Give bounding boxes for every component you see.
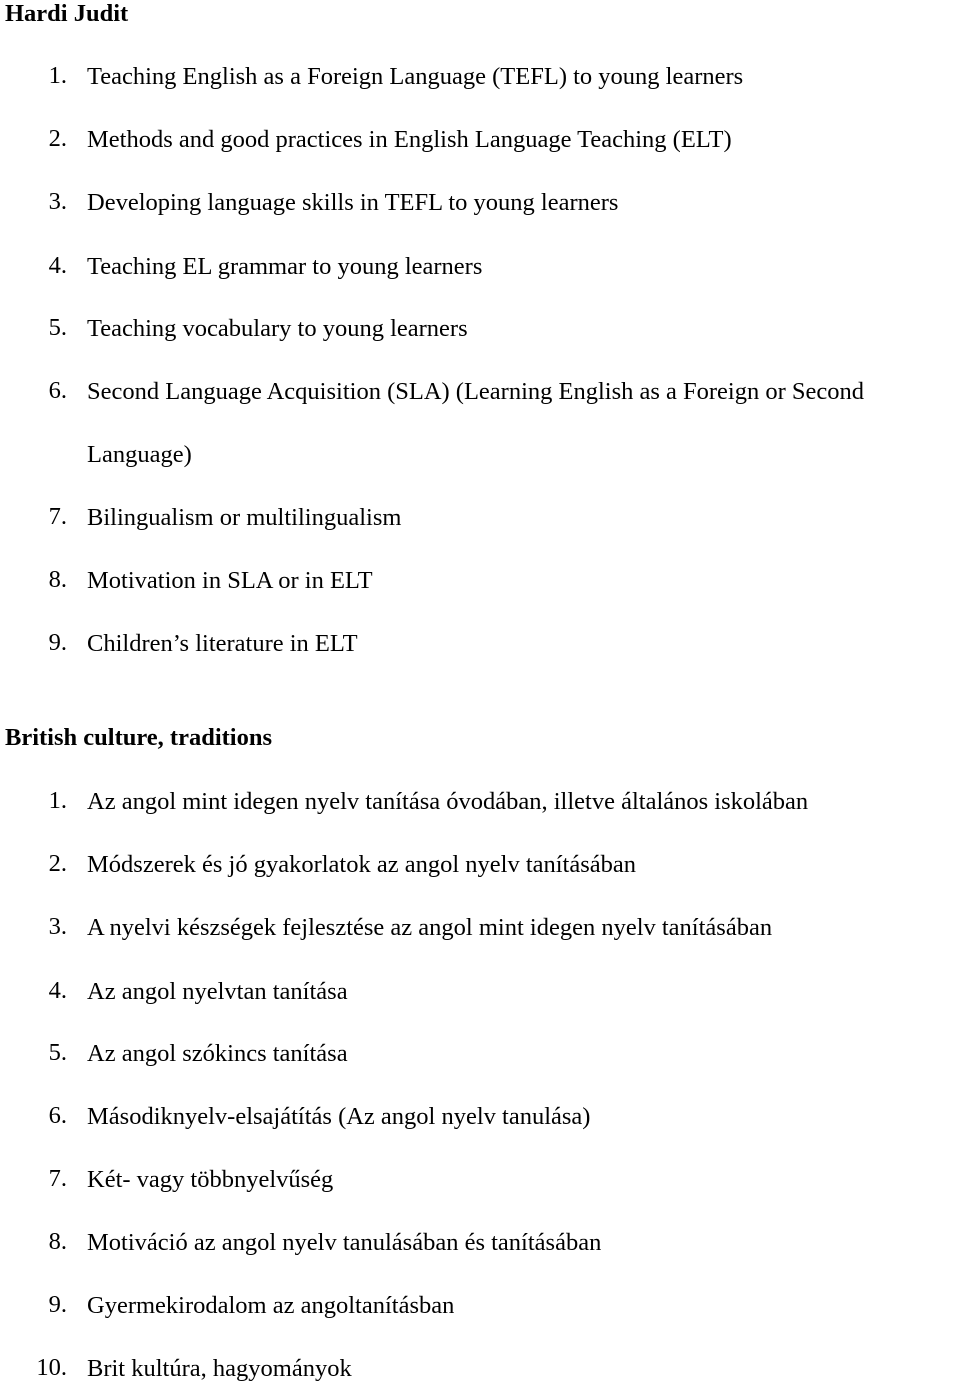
list-item-number: 4. — [48, 977, 67, 1004]
list-item-text: Teaching EL grammar to young learners — [87, 253, 483, 280]
list-item-text: Teaching English as a Foreign Language (TEFL) to young learners — [87, 63, 744, 90]
list-item-text: Másodiknyelv-elsajátítás (Az angol nyelv tanulása) — [87, 1103, 591, 1130]
list-item-number: 10. — [36, 1354, 67, 1381]
list-item-text: Brit kultúra, hagyományok — [87, 1355, 352, 1382]
list-item-number: 6. — [48, 1102, 67, 1129]
list-item-number: 8. — [48, 1228, 67, 1255]
list-item-number: 2. — [48, 850, 67, 877]
list-item-number: 1. — [48, 787, 67, 814]
list-item-text: Gyermekirodalom az angoltanításban — [87, 1292, 455, 1319]
list-item-number: 9. — [48, 1291, 67, 1318]
section-heading: British culture, traditions — [5, 724, 273, 751]
list-item-text: Teaching vocabulary to young learners — [87, 315, 468, 342]
list-item-text: Módszerek és jó gyakorlatok az angol nyelv tanításában — [87, 851, 637, 878]
list-item-number: 7. — [48, 1165, 67, 1192]
author-heading: Hardi Judit — [5, 0, 129, 27]
list-item-number: 6. — [48, 377, 67, 404]
list-item-text: Az angol szókincs tanítása — [87, 1040, 348, 1067]
list-item-text: Developing language skills in TEFL to young learners — [87, 189, 619, 216]
list-item-number: 5. — [48, 1039, 67, 1066]
list-item-text: Az angol mint idegen nyelv tanítása óvodában, illetve általános iskolában — [87, 788, 809, 815]
list-item-text: Methods and good practices in English Language Teaching (ELT) — [87, 126, 732, 153]
list-item-text: Children’s literature in ELT — [87, 630, 358, 657]
list-item-text: Bilingualism or multilingualism — [87, 504, 402, 531]
list-item-number: 7. — [48, 503, 67, 530]
list-item-number: 1. — [48, 62, 67, 89]
list-item-text: Motiváció az angol nyelv tanulásában és tanításában — [87, 1229, 602, 1256]
list-item-number: 4. — [48, 252, 67, 279]
list-item-text: Az angol nyelvtan tanítása — [87, 978, 348, 1005]
list-item-number: 3. — [48, 188, 67, 215]
list-item-text: Second Language Acquisition (SLA) (Learning English as a Foreign or Second Language) — [87, 378, 865, 468]
list-item-number: 8. — [48, 566, 67, 593]
list-item-number: 2. — [48, 125, 67, 152]
list-item-number: 3. — [48, 913, 67, 940]
list-item-number: 9. — [48, 629, 67, 656]
list-item-number: 5. — [48, 314, 67, 341]
list-item-text: Két- vagy többnyelvűség — [87, 1166, 334, 1193]
list-item-text: Motivation in SLA or in ELT — [87, 567, 373, 594]
list-item-text: A nyelvi készségek fejlesztése az angol mint idegen nyelv tanításában — [87, 914, 773, 941]
